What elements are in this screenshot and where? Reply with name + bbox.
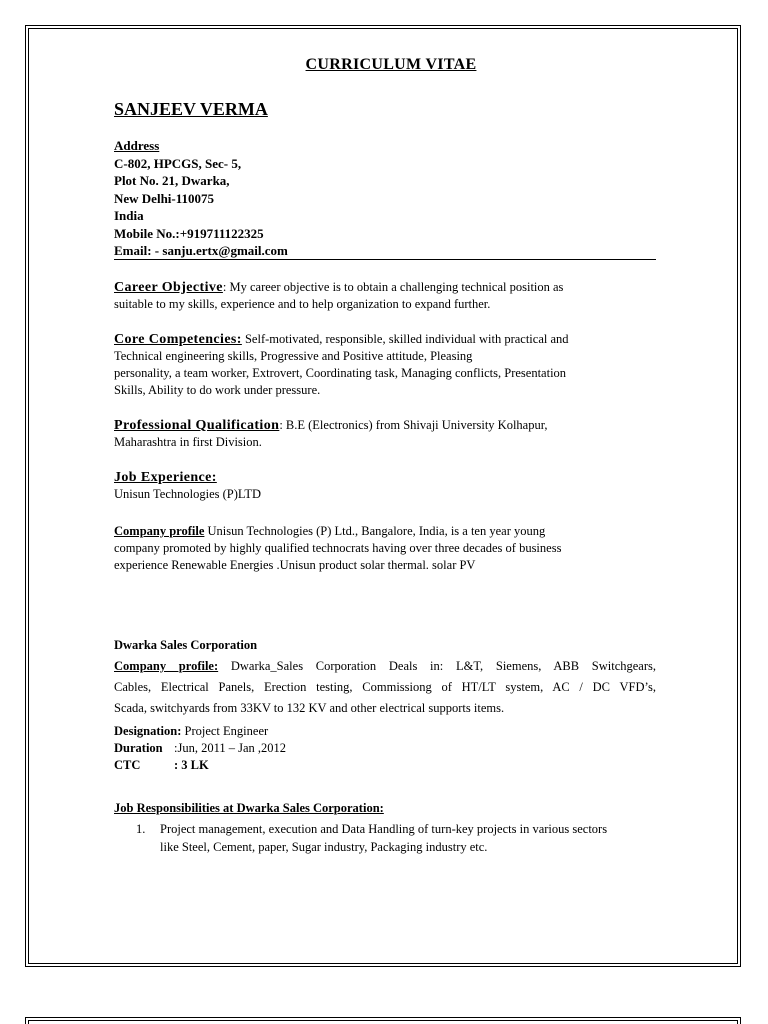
designation-value: Project Engineer [181, 724, 269, 738]
core-competencies-text: Self-motivated, responsible, skilled individual with practical and [241, 332, 569, 346]
professional-qualification-section [114, 417, 714, 451]
career-objective-text: : My career objective is to obtain a challenging technical position as [222, 280, 564, 294]
address-line: Plot No. 21, Dwarka, [114, 173, 230, 188]
unisun-profile-section [114, 523, 714, 574]
unisun-profile-text: experience Renewable Energies .Unisun product solar thermal. solar PV [114, 558, 476, 572]
dwarka-profile-text: Dwarka_Sales Corporation Deals in: L&T, Siemens, ABB Switchgears, [218, 659, 657, 673]
duration-label: Duration [114, 741, 163, 755]
list-item-number: 1. [136, 822, 146, 836]
dwarka-section [114, 635, 656, 719]
dwarka-profile-text: Cables, Electrical Panels, Erection testing, Commissiong of HT/LT system, AC / DC VFD’s, [114, 680, 656, 694]
next-page-border [25, 1017, 741, 1024]
job-experience-section [114, 469, 714, 503]
job-experience-heading: Job Experience: [114, 470, 217, 485]
mobile-number: Mobile No.:+919711122325 [114, 225, 264, 241]
list-item [136, 820, 607, 838]
dwarka-details [114, 723, 714, 774]
core-competencies-heading: Core Competencies: [114, 332, 242, 347]
candidate-name: SANJEEV VERMA [114, 99, 268, 119]
designation-label: Designation: [114, 724, 182, 738]
dwarka-profile-text: Scada, switchyards from 33KV to 132 KV and other electrical supports items. [114, 701, 505, 715]
dwarka-profile-label: Company profile: [114, 659, 219, 673]
header-divider [114, 259, 656, 260]
core-competencies-text: Skills, Ability to do work under pressure. [114, 383, 321, 397]
responsibilities-list [136, 820, 607, 856]
job-experience-company: Unisun Technologies (P)LTD [114, 487, 262, 501]
unisun-profile-label: Company profile [114, 524, 205, 538]
address-line: India [114, 208, 144, 223]
career-objective-heading: Career Objective [114, 280, 223, 295]
list-item-text: Project management, execution and Data Handling of turn-key projects in various sectors [160, 822, 608, 836]
ctc-label: CTC [114, 758, 141, 772]
core-competencies-text: personality, a team worker, Extrovert, Coordinating task, Managing conflicts, Presentation [114, 366, 567, 380]
career-objective-section [114, 279, 714, 313]
professional-qualification-text: : B.E (Electronics) from Shivaji University Kolhapur, [279, 418, 548, 432]
dwarka-company-name: Dwarka Sales Corporation [114, 638, 258, 652]
list-item-text: like Steel, Cement, paper, Sugar industry, Packaging industry etc. [160, 840, 488, 854]
address-line: C-802, HPCGS, Sec- 5, [114, 155, 242, 171]
address-line: New Delhi-110075 [114, 190, 215, 206]
unisun-profile-text: Unisun Technologies (P) Ltd., Bangalore, India, is a ten year young [204, 524, 546, 538]
professional-qualification-text: Maharashtra in first Division. [114, 435, 262, 449]
responsibilities-heading-wrap [114, 800, 714, 817]
unisun-profile-text: company promoted by highly qualified technocrats having over three decades of business [114, 541, 562, 555]
core-competencies-text: Technical engineering skills, Progressive and Positive attitude, Pleasing [114, 349, 473, 363]
core-competencies-section [114, 331, 714, 399]
career-objective-text: suitable to my skills, experience and to help organization to expand further. [114, 297, 491, 311]
address-heading: Address [114, 138, 160, 153]
professional-qualification-heading: Professional Qualification [114, 418, 280, 433]
responsibilities-heading: Job Responsibilities at Dwarka Sales Corporation: [114, 801, 384, 815]
duration-value: :Jun, 2011 – Jan ,2012 [174, 741, 287, 755]
ctc-value: : 3 LK [174, 758, 209, 772]
email-address: Email: - sanju.ertx@gmail.com [114, 243, 288, 258]
address-block [114, 137, 288, 260]
document-title: CURRICULUM VITAE [305, 56, 477, 73]
